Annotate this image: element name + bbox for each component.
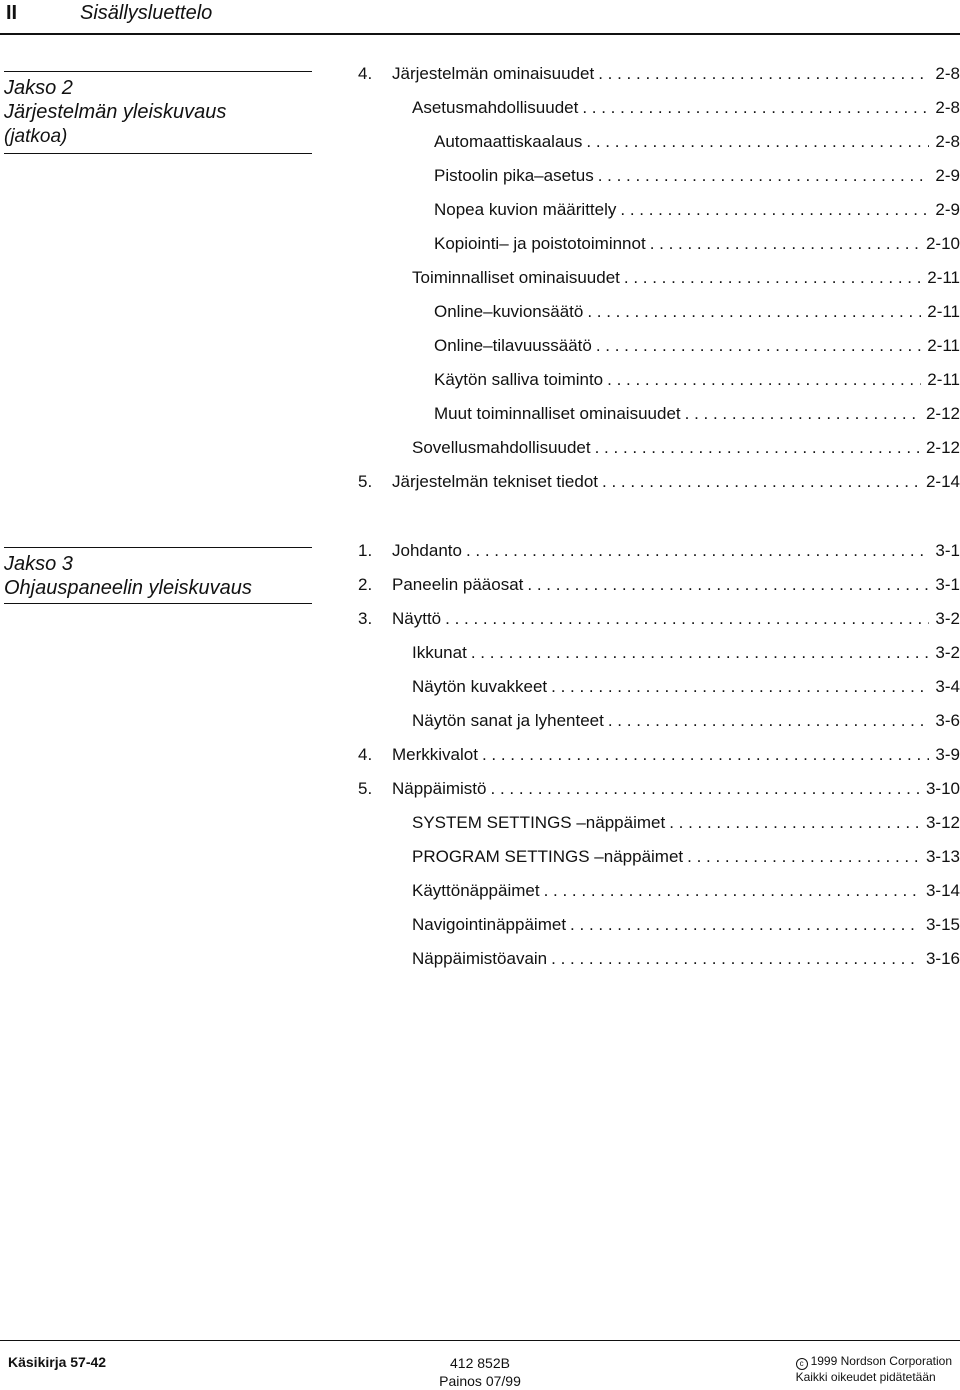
toc-entry-text: PROGRAM SETTINGS –näppäimet (412, 847, 684, 866)
toc-entry-label (412, 915, 566, 935)
section-note: (jatkoa) (4, 126, 68, 147)
toc-entry[interactable] (434, 370, 960, 400)
toc-entry-label (358, 472, 598, 492)
toc-list-jakso-2 (358, 64, 960, 524)
toc-entry-label (358, 64, 594, 84)
toc-entry-text: SYSTEM SETTINGS –näppäimet (412, 813, 666, 832)
toc-entry-text: Järjestelmän tekniset tiedot (392, 472, 598, 491)
toc-entry-text: Muut toiminnalliset ominaisuudet (434, 404, 681, 423)
toc-entry-label (358, 609, 441, 629)
toc-entry-page: 2-8 (935, 98, 960, 117)
toc-entry-label (412, 268, 620, 288)
page-footer (0, 1340, 960, 1387)
toc-leader-dots (598, 64, 929, 84)
toc-entry-number: 5. (358, 472, 373, 491)
toc-entry-text: Näytön sanat ja lyhenteet (412, 711, 604, 730)
toc-entry-label (434, 336, 592, 356)
section-title: Jakso 3 (4, 553, 73, 575)
toc-leader-dots (620, 200, 929, 220)
section-rule-top (4, 547, 312, 548)
toc-leader-dots (551, 949, 920, 969)
toc-entry-text: Käyttönäppäimet (412, 881, 540, 900)
toc-entry-page: 2-11 (927, 302, 960, 321)
part-number-code: 412 852B (450, 1355, 510, 1371)
toc-leader-dots (595, 438, 920, 458)
toc-entry[interactable] (412, 711, 960, 741)
toc-entry-label (412, 813, 665, 833)
toc-entry-label (434, 234, 646, 254)
toc-entry-text: Käytön salliva toiminto (434, 370, 604, 389)
toc-entry-page: 2-12 (925, 438, 960, 457)
toc-entry-text: Näyttö (392, 609, 442, 628)
manual-id: Käsikirja 57-42 (8, 1354, 107, 1370)
toc-entry-page: 3-4 (935, 677, 960, 696)
toc-entry[interactable] (412, 677, 960, 707)
toc-entry[interactable] (412, 268, 960, 298)
toc-entry[interactable] (434, 166, 960, 196)
toc-entry-page: 3-1 (935, 541, 960, 560)
toc-leader-dots (650, 234, 920, 254)
section-rule-top (4, 71, 312, 72)
toc-entry[interactable] (434, 336, 960, 366)
toc-leader-dots (596, 336, 921, 356)
toc-entry-text: Järjestelmän ominaisuudet (392, 64, 595, 83)
toc-entry[interactable] (412, 438, 960, 468)
toc-entry-label (412, 847, 683, 867)
toc-entry[interactable] (412, 915, 960, 945)
toc-entry-page: 2-14 (925, 472, 960, 491)
page-title: Sisällysluettelo (80, 2, 213, 24)
toc-entry-label (412, 949, 547, 969)
toc-entry-label (412, 438, 591, 458)
toc-leader-dots (551, 677, 929, 697)
toc-leader-dots (669, 813, 920, 833)
toc-entry-number: 1. (358, 541, 373, 560)
toc-entry-text: Sovellusmahdollisuudet (412, 438, 591, 457)
toc-entry-text: Asetusmahdollisuudet (412, 98, 579, 117)
toc-entry[interactable] (358, 609, 960, 639)
toc-entry[interactable] (434, 200, 960, 230)
toc-leader-dots (685, 404, 920, 424)
toc-entry-text: Pistoolin pika–asetus (434, 166, 594, 185)
toc-entry-page: 3-10 (925, 779, 960, 798)
toc-entry-page: 3-1 (935, 575, 960, 594)
toc-entry-text: Toiminnalliset ominaisuudet (412, 268, 620, 287)
toc-entry-text: Online–tilavuussäätö (434, 336, 592, 355)
toc-entry[interactable] (358, 472, 960, 502)
toc-entry-page: 3-16 (925, 949, 960, 968)
toc-entry-label (434, 302, 583, 322)
section-heading-jakso-2 (4, 71, 312, 154)
toc-entry-page: 2-12 (925, 404, 960, 423)
toc-entry[interactable] (358, 745, 960, 775)
toc-entry[interactable] (358, 64, 960, 94)
toc-entry-page: 3-2 (935, 609, 960, 628)
toc-entry[interactable] (412, 881, 960, 911)
toc-entry-number: 4. (358, 745, 373, 764)
copyright (796, 1354, 952, 1385)
toc-entry[interactable] (434, 234, 960, 264)
toc-entry-page: 3-12 (925, 813, 960, 832)
toc-leader-dots (544, 881, 920, 901)
toc-entry-number: 4. (358, 64, 373, 83)
toc-leader-dots (586, 132, 929, 152)
toc-entry-page: 3-14 (925, 881, 960, 900)
toc-entry-page: 2-11 (927, 336, 960, 355)
toc-entry[interactable] (358, 541, 960, 571)
toc-entry[interactable] (434, 404, 960, 434)
toc-entry-page: 2-8 (935, 64, 960, 83)
toc-leader-dots (482, 745, 929, 765)
toc-entry-page: 2-9 (935, 166, 960, 185)
toc-entry-number: 5. (358, 779, 373, 798)
toc-entry-label (358, 575, 523, 595)
toc-leader-dots (570, 915, 920, 935)
toc-entry-text: Online–kuvionsäätö (434, 302, 584, 321)
section-rule-bottom (4, 153, 312, 154)
toc-entry-label (358, 745, 478, 765)
toc-leader-dots (527, 575, 929, 595)
toc-entry[interactable] (434, 132, 960, 162)
section-subtitle: Järjestelmän yleiskuvaus (4, 101, 227, 123)
toc-entry-label (434, 370, 603, 390)
toc-entry-page: 2-11 (927, 370, 960, 389)
toc-entry-page: 2-9 (935, 200, 960, 219)
toc-entry-label (412, 881, 540, 901)
toc-entry-page: 3-13 (925, 847, 960, 866)
toc-entry-page: 3-15 (925, 915, 960, 934)
toc-leader-dots (624, 268, 921, 288)
toc-entry-label (412, 677, 547, 697)
toc-entry-text: Ikkunat (412, 643, 467, 662)
page-header (0, 0, 960, 36)
toc-entry-number: 3. (358, 609, 373, 628)
toc-entry-label (434, 132, 582, 152)
toc-leader-dots (582, 98, 929, 118)
toc-entry-label (434, 200, 616, 220)
toc-entry-page: 2-8 (935, 132, 960, 151)
toc-entry-text: Merkkivalot (392, 745, 478, 764)
section-rule-bottom (4, 603, 312, 604)
toc-leader-dots (587, 302, 921, 322)
toc-leader-dots (471, 643, 930, 663)
toc-entry-text: Nopea kuvion määrittely (434, 200, 617, 219)
toc-entry-text: Näppäimistö (392, 779, 487, 798)
toc-leader-dots (608, 711, 930, 731)
copyright-icon: c (796, 1358, 808, 1370)
toc-entry[interactable] (358, 575, 960, 605)
toc-entry-label (358, 779, 487, 799)
toc-entry-number: 2. (358, 575, 373, 594)
toc-entry-page: 3-9 (935, 745, 960, 764)
section-heading-jakso-3 (4, 547, 312, 604)
toc-entry-label (412, 643, 467, 663)
toc-entry[interactable] (412, 643, 960, 673)
toc-leader-dots (602, 472, 920, 492)
toc-entry-label (434, 404, 681, 424)
toc-entry-label (412, 711, 604, 731)
toc-entry[interactable] (412, 847, 960, 877)
footer-rule (0, 1340, 960, 1341)
toc-entry[interactable] (412, 98, 960, 128)
header-rule (0, 33, 960, 35)
toc-entry[interactable] (412, 949, 960, 979)
toc-list-jakso-3 (358, 541, 960, 1001)
toc-entry-text: Automaattiskaalaus (434, 132, 583, 151)
section-number: II (6, 2, 18, 24)
part-number (410, 1354, 550, 1390)
toc-entry[interactable] (412, 813, 960, 843)
edition: Painos 07/99 (439, 1373, 521, 1389)
toc-leader-dots (466, 541, 929, 561)
toc-leader-dots (687, 847, 920, 867)
toc-entry-text: Näppäimistöavain (412, 949, 548, 968)
toc-entry-label (434, 166, 594, 186)
toc-entry[interactable] (434, 302, 960, 332)
copyright-holder: 1999 Nordson Corporation (810, 1354, 952, 1368)
toc-entry-page: 2-10 (925, 234, 960, 253)
toc-entry-page: 3-6 (935, 711, 960, 730)
toc-entry-text: Navigointinäppäimet (412, 915, 567, 934)
toc-entry-text: Johdanto (392, 541, 462, 560)
toc-leader-dots (445, 609, 929, 629)
section-subtitle: Ohjauspaneelin yleiskuvaus (4, 577, 252, 599)
toc-leader-dots (607, 370, 921, 390)
toc-entry[interactable] (358, 779, 960, 809)
section-title: Jakso 2 (4, 77, 73, 99)
toc-entry-text: Paneelin pääosat (392, 575, 524, 594)
toc-entry-page: 2-11 (927, 268, 960, 287)
rights-reserved: Kaikki oikeudet pidätetään (795, 1370, 936, 1384)
toc-entry-text: Näytön kuvakkeet (412, 677, 548, 696)
toc-leader-dots (598, 166, 930, 186)
toc-entry-label (358, 541, 462, 561)
toc-leader-dots (491, 779, 920, 799)
toc-entry-text: Kopiointi– ja poistotoiminnot (434, 234, 646, 253)
toc-entry-label (412, 98, 578, 118)
toc-entry-page: 3-2 (935, 643, 960, 662)
